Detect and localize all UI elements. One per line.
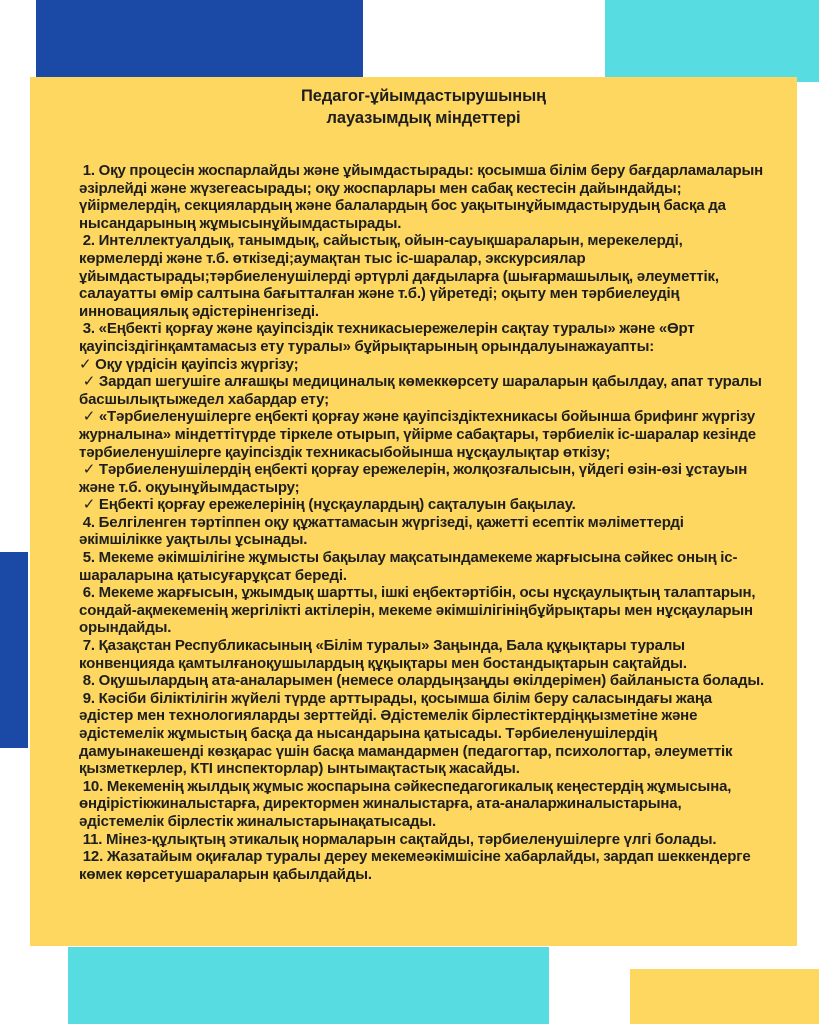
safety-check-item-4: ✓ Тәрбиеленушілердің еңбекті қорғау ережелерін, жолқозғалысын, үйдегі өзін-өзі ұстауын және т.б. оқуынұйымдастыру; bbox=[79, 461, 751, 496]
duty-item-12: 12. Жазатайым оқиғалар туралы дереу мекемеәкімшісіне хабарлайды, зардап шеккендерге көмек көрсетушараларын қабылдайды. bbox=[79, 848, 755, 883]
duties-card bbox=[30, 77, 797, 946]
duty-item-4: 4. Белгіленген тәртіппен оқу құжаттамасын жүргізеді, қажетті есептік мәліметтерді әкімшілікке уақтылы ұсынады. bbox=[79, 513, 688, 549]
duty-item-7: 7. Қазақстан Республикасының «Білім туралы» Заңында, Бала құқықтары туралы конвенцияда қамтылғаноқушылардың құқықтары мен бостандықтарын сақтайды. bbox=[79, 637, 689, 672]
safety-check-item-1: ✓ Оқу үрдісін қауіпсіз жүргізу; bbox=[79, 355, 299, 373]
document-title-line-2: лауазымдық міндеттері bbox=[326, 109, 521, 127]
duties-list bbox=[79, 162, 768, 883]
decor-rect-cyan-top-right bbox=[605, 0, 819, 82]
duty-item-2: 2. Интеллектуалдық, танымдық, сайыстық, ойын-сауықшараларын, мерекелерді, көрмелерді және т.б. өткізеді;аумақтан тыс іс-шаралар, экскурсиялар ұйымдастырады;тәрбиеленушілерді әртүрлі дағдыларға (шығармашылық, әлеуметтік, салауатты өмір салтына бағытталған және т.б.) үйретеді; оқыту мен тәрбиелеудің инновациялық әдістеріненгізеді. bbox=[79, 232, 723, 320]
decor-rect-yellow-bottom-right bbox=[630, 969, 819, 1024]
document-title-line-1: Педагог-ұйымдастырушының bbox=[301, 87, 546, 105]
duty-item-11: 11. Мінез-құлықтың этикалық нормаларын сақтайды, тәрбиеленушілерге үлгі болады. bbox=[79, 830, 717, 848]
duty-item-8: 8. Оқушылардың ата-аналарымен (немесе олардыңзаңды өкілдерімен) байланыста болады. bbox=[79, 672, 765, 690]
document-title bbox=[79, 85, 768, 129]
duty-item-9: 9. Кәсіби біліктілігін жүйелі түрде арттырады, қосымша білім беру саласындағы жаңа әдістер мен технологияларды зерттейді. Әдістемелік бірлестіктердіңқызметіне және әдістемелік жұмыстың басқа да нысандарына қатысады. Тәрбиеленушілердің дамуынакешенді көзқарас үшін басқа мамандармен (педагогтар, психологтар, әлеуметтік қызметкерлер, КТІ инспекторлар) ынтымақтастық жасайды. bbox=[79, 689, 737, 778]
duty-item-1: 1. Оқу процесін жоспарлайды және ұйымдастырады: қосымша білім беру бағдарламаларын әзірлейді және жүзегеасырады; оқу жоспарлары мен сабақ кестесін дайындайды; үйірмелердің, секциялардың және балалардың бос уақытынұйымдастырудың басқа да нысандарының жұмысынұйымдастырады. bbox=[79, 162, 767, 232]
duty-item-6: 6. Мекеме жарғысын, ұжымдық шартты, ішкі еңбектәртібін, осы нұсқаулықтың талаптарын, сондай-ақмекеменің жергілікті актілерін, мекеме әкімшілігініңбұйрықтары мен нұсқауларын орындайды. bbox=[79, 584, 760, 637]
safety-check-item-3: ✓ «Тәрбиеленушілерге еңбекті қорғау және қауіпсіздіктехникасы бойынша брифинг жүргізу журналына» міндеттітүрде тіркеле отырып, үйірме сабақтары, тәрбиелік іс-шаралар кезінде тәрбиеленушілерге қауіпсіздік техникасыбойынша нұсқаулықтар өткізу; bbox=[79, 408, 760, 461]
decor-rect-cyan-bottom bbox=[68, 947, 549, 1024]
duty-item-5: 5. Мекеме әкімшілігіне жұмысты бақылау мақсатындамекеме жарғысына сәйкес оның іс-шараларына қатысуғарұқсат береді. bbox=[79, 549, 738, 584]
decor-rect-blue-left-middle bbox=[0, 552, 28, 748]
duty-item-3: 3. «Еңбекті қорғау және қауіпсіздік техникасыережелерін сақтау туралы» және «Өрт қауіпсіздігінқамтамасыз ету туралы» бұйрықтарының орындалуынажауапты: bbox=[79, 320, 699, 355]
decor-rect-blue-top-left bbox=[36, 0, 363, 78]
safety-check-item-5: ✓ Еңбекті қорғау ережелерінің (нұсқаулардың) сақталуын бақылау. bbox=[79, 496, 576, 514]
safety-check-item-2: ✓ Зардап шегушіге алғашқы медициналық көмеккөрсету шараларын қабылдау, апат туралы басшылықтыжедел хабардар ету; bbox=[79, 373, 766, 408]
duty-item-10: 10. Мекеменің жылдық жұмыс жоспарына сәйкеспедагогикалық кеңестердің жұмысына, өндірістікжиналыстарға, директормен жиналыстарға, ата-аналаржиналыстарына, әдістемелік бірлестік жиналыстарынақатысады. bbox=[79, 777, 736, 830]
